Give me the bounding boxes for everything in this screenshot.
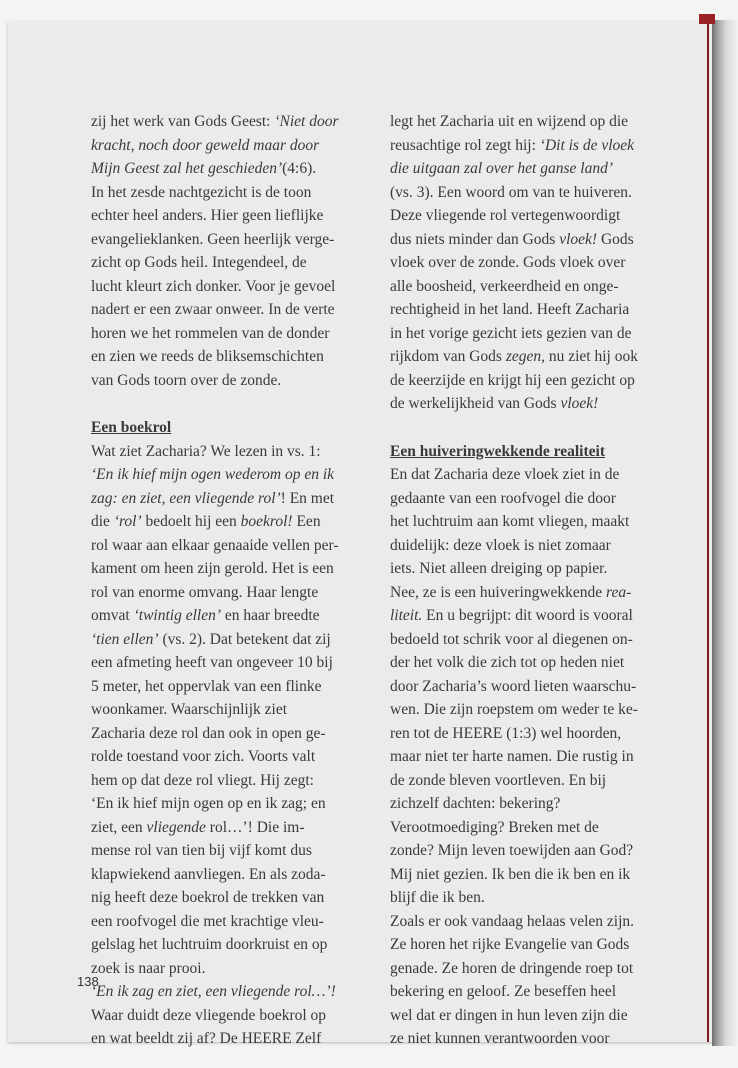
right-column bbox=[390, 110, 662, 1051]
text-line bbox=[390, 322, 662, 346]
text-run: En dat Zacharia deze vloek ziet in de bbox=[390, 466, 620, 483]
text-run: en zien we reeds de bliksemschichten bbox=[91, 348, 324, 365]
italic-text: boekrol! bbox=[240, 513, 293, 530]
text-run: Zacharia deze rol dan ook in open ge- bbox=[91, 724, 326, 742]
text-line bbox=[390, 769, 662, 793]
text-line bbox=[91, 651, 363, 675]
text-line bbox=[390, 698, 662, 722]
text-run: ‘En ik hief mijn ogen op en ik zag; en bbox=[91, 795, 326, 812]
text-line bbox=[390, 534, 662, 558]
text-line bbox=[91, 110, 363, 134]
text-line bbox=[91, 369, 363, 393]
text-line bbox=[91, 816, 363, 840]
text-line bbox=[390, 839, 662, 863]
text-run: ze niet kunnen verantwoorden voor bbox=[390, 1030, 610, 1047]
text-line bbox=[390, 933, 662, 957]
text-line bbox=[91, 322, 363, 346]
text-run: (vs. 2). Dat betekent dat zij bbox=[158, 630, 331, 648]
text-run: wen. Die zijn roepstem om weder te ke- bbox=[390, 701, 638, 718]
text-line bbox=[91, 510, 363, 534]
text-run: zonde? Mijn leven toewijden aan God? bbox=[390, 842, 634, 859]
text-line bbox=[390, 181, 662, 205]
text-line bbox=[390, 980, 662, 1004]
text-run: door Zacharia’s woord lieten waarschu- bbox=[390, 677, 637, 695]
text-run: rechtigheid in het land. Heeft Zacharia bbox=[390, 301, 630, 318]
text-line bbox=[390, 392, 662, 416]
text-run: zicht op Gods heil. Integendeel, de bbox=[91, 254, 307, 271]
text-line bbox=[390, 510, 662, 534]
text-line bbox=[91, 157, 363, 181]
italic-text: kracht, noch door geweld maar door bbox=[91, 136, 320, 154]
italic-text: ‘En ik zag en ziet, een vliegende rol…’! bbox=[91, 983, 336, 1000]
italic-text: vliegende bbox=[146, 818, 206, 836]
text-line bbox=[91, 463, 363, 487]
italic-text: rea- bbox=[606, 583, 632, 601]
italic-text: zag: en ziet, een vliegende rol’ bbox=[91, 489, 281, 507]
text-run: nu ziet hij ook bbox=[544, 348, 638, 365]
text-line bbox=[390, 557, 662, 581]
text-line bbox=[91, 581, 363, 605]
text-run: van Gods toorn over de zonde. bbox=[91, 371, 282, 389]
text-line bbox=[91, 722, 363, 746]
text-run: bekering en geloof. Ze beseffen heel bbox=[390, 983, 617, 1000]
text-run: bedoeld tot schrik voor al diegenen on- bbox=[390, 630, 633, 648]
italic-text: ‘twintig ellen’ bbox=[133, 607, 222, 624]
italic-text: ‘Niet door bbox=[274, 113, 339, 130]
text-run: de keerzijde en krijgt hij een gezicht op bbox=[390, 371, 635, 389]
text-run: horen we het rommelen van de donder bbox=[91, 324, 330, 342]
text-run: nig heeft deze boekrol de trekken van bbox=[91, 889, 325, 906]
text-line bbox=[390, 110, 662, 134]
text-line bbox=[91, 440, 363, 464]
text-run: echter heel anders. Hier geen lieflijke bbox=[91, 207, 324, 224]
text-line bbox=[390, 886, 662, 910]
text-run: woonkamer. Waarschijnlijk ziet bbox=[91, 701, 288, 718]
text-run: wel dat er dingen in hun leven zijn die bbox=[390, 1006, 628, 1024]
text-run: En u begrijpt: dit woord is vooral bbox=[422, 607, 633, 624]
paragraph-gap bbox=[91, 392, 363, 416]
text-line bbox=[91, 1027, 363, 1051]
text-run: zij het werk van Gods Geest: bbox=[91, 113, 275, 130]
text-run: Nee, ze is een huiveringwekkende bbox=[390, 583, 607, 601]
text-run: en haar breedte bbox=[221, 607, 320, 624]
text-run: hem op dat deze rol vliegt. Hij zegt: bbox=[91, 771, 314, 789]
text-run: kament om heen zijn gerold. Het is een bbox=[91, 560, 334, 577]
text-run: der het volk die zich tot op heden niet bbox=[390, 654, 625, 671]
text-line bbox=[91, 275, 363, 299]
text-run: duidelijk: deze vloek is niet zomaar bbox=[390, 536, 611, 554]
text-line bbox=[91, 698, 363, 722]
text-run: iets. Niet alleen dreiging op papier. bbox=[390, 560, 608, 577]
text-run: rol…’! Die im- bbox=[205, 818, 305, 836]
text-line bbox=[91, 980, 363, 1004]
text-run: Een bbox=[292, 513, 321, 530]
text-line bbox=[91, 769, 363, 793]
text-line bbox=[390, 816, 662, 840]
text-run: dus niets minder dan Gods bbox=[390, 230, 560, 248]
text-line bbox=[91, 251, 363, 275]
text-run: alle boosheid, verkeerdheid en onge- bbox=[390, 277, 619, 295]
italic-text: liteit. bbox=[390, 607, 423, 624]
bookmark-ribbon bbox=[699, 14, 715, 24]
spine-red-edge bbox=[707, 24, 709, 1042]
text-run: rijkdom van Gods bbox=[390, 348, 506, 365]
text-run: zichzelf dachten: bekering? bbox=[390, 795, 561, 812]
text-line bbox=[390, 745, 662, 769]
text-run: In het zesde nachtgezicht is de toon bbox=[91, 183, 312, 201]
text-run: ren tot de HEERE (1:3) wel hoorden, bbox=[390, 724, 622, 742]
text-line bbox=[91, 863, 363, 887]
left-column bbox=[91, 110, 363, 1051]
text-run: legt het Zacharia uit en wijzend op die bbox=[390, 113, 629, 130]
text-line bbox=[390, 863, 662, 887]
text-line bbox=[91, 228, 363, 252]
text-run: Waar duidt deze vliegende boekrol op bbox=[91, 1006, 327, 1024]
text-line bbox=[91, 604, 363, 628]
text-run: Verootmoediging? Breken met de bbox=[390, 818, 599, 836]
text-run: rol waar aan elkaar genaaide vellen per- bbox=[91, 536, 339, 554]
text-line bbox=[91, 487, 363, 511]
text-run: evangelieklanken. Geen heerlijk verge- bbox=[91, 230, 335, 248]
text-line bbox=[91, 957, 363, 981]
text-run: het luchtruim aan komt vliegen, maakt bbox=[390, 513, 630, 530]
text-line bbox=[390, 604, 662, 628]
italic-text: Mijn Geest zal het geschieden’ bbox=[91, 160, 283, 177]
text-run: Deze vliegende rol vertegenwoordigt bbox=[390, 207, 621, 224]
text-line bbox=[91, 1004, 363, 1028]
text-run: ! En met bbox=[280, 489, 335, 507]
text-run: bedoelt hij een bbox=[141, 513, 241, 530]
text-run: Mij niet gezien. Ik ben die ik ben en ik bbox=[390, 865, 631, 883]
text-run: (4:6). bbox=[282, 160, 317, 177]
text-line bbox=[91, 675, 363, 699]
italic-text: zegen, bbox=[505, 348, 545, 365]
text-line bbox=[390, 651, 662, 675]
text-run: maar niet ter harte namen. Die rustig in bbox=[390, 748, 634, 765]
text-line bbox=[390, 628, 662, 652]
text-line bbox=[91, 910, 363, 934]
text-line bbox=[91, 839, 363, 863]
text-run: en wat beeldt zij af? De HEERE Zelf bbox=[91, 1030, 322, 1047]
italic-text: vloek! bbox=[560, 395, 599, 412]
text-line bbox=[91, 204, 363, 228]
italic-text: ‘rol’ bbox=[113, 513, 142, 530]
section-heading: Een huiveringwekkende realiteit bbox=[390, 442, 605, 460]
italic-text: ‘tien ellen’ bbox=[91, 630, 159, 648]
text-line bbox=[390, 298, 662, 322]
text-run: de werkelijkheid van Gods bbox=[390, 395, 561, 412]
text-line bbox=[390, 228, 662, 252]
text-run: genade. Ze horen de dringende roep tot bbox=[390, 959, 634, 977]
text-run: Gods bbox=[597, 230, 634, 248]
text-line bbox=[91, 134, 363, 158]
section-heading: Een boekrol bbox=[91, 419, 172, 436]
text-run: reusachtige rol zegt hij: bbox=[390, 136, 540, 154]
text-run: Ze horen het rijke Evangelie van Gods bbox=[390, 936, 630, 953]
text-run: gelslag het luchtruim doorkruist en op bbox=[91, 936, 328, 953]
text-line bbox=[390, 957, 662, 981]
text-line bbox=[390, 157, 662, 181]
text-run: (vs. 3). Een woord om van te huiveren. bbox=[390, 183, 632, 201]
text-line bbox=[91, 628, 363, 652]
text-run: zoek is naar prooi. bbox=[91, 959, 206, 977]
text-run: de zonde bleven voortleven. En bij bbox=[390, 771, 607, 789]
text-run: nadert er een zwaar onweer. In de verte bbox=[91, 301, 335, 318]
text-line bbox=[390, 463, 662, 487]
text-run: rolde toestand voor zich. Voorts valt bbox=[91, 748, 316, 765]
text-line bbox=[390, 910, 662, 934]
text-line bbox=[390, 345, 662, 369]
text-line bbox=[390, 792, 662, 816]
text-run: Wat ziet Zacharia? We lezen in vs. 1: bbox=[91, 442, 321, 460]
book-spine bbox=[712, 20, 738, 1046]
text-line bbox=[91, 792, 363, 816]
text-run: die bbox=[91, 513, 114, 530]
text-line bbox=[91, 298, 363, 322]
text-run: in het vorige gezicht iets gezien van de bbox=[390, 324, 632, 342]
text-line bbox=[390, 487, 662, 511]
paragraph-gap bbox=[390, 416, 662, 440]
text-run: ziet, een bbox=[91, 818, 147, 836]
text-line bbox=[390, 1004, 662, 1028]
text-run: rol van enorme omvang. Haar lengte bbox=[91, 583, 319, 601]
text-line bbox=[91, 534, 363, 558]
text-line bbox=[91, 557, 363, 581]
text-run: lucht kleurt zich donker. Voor je gevoel bbox=[91, 277, 336, 295]
text-run: Zoals er ook vandaag helaas velen zijn. bbox=[390, 912, 635, 930]
text-line bbox=[390, 581, 662, 605]
text-run: 5 meter, het oppervlak van een flinke bbox=[91, 677, 322, 695]
page-number: 138 bbox=[77, 974, 99, 989]
text-line bbox=[390, 204, 662, 228]
text-line bbox=[91, 886, 363, 910]
text-line bbox=[390, 722, 662, 746]
text-run: vloek over de zonde. Gods vloek over bbox=[390, 254, 626, 271]
text-line bbox=[390, 675, 662, 699]
text-line bbox=[390, 134, 662, 158]
text-run: blijf die ik ben. bbox=[390, 889, 485, 906]
text-run: een roofvogel die met krachtige vleu- bbox=[91, 912, 324, 930]
text-line bbox=[390, 369, 662, 393]
text-run: een afmeting heeft van ongeveer 10 bij bbox=[91, 654, 333, 671]
italic-text: die uitgaan zal over het ganse land’ bbox=[390, 160, 613, 177]
text-run: klapwiekend aanvliegen. En als zoda- bbox=[91, 865, 326, 883]
italic-text: ‘Dit is de vloek bbox=[539, 136, 635, 154]
text-run: omvat bbox=[91, 607, 134, 624]
text-line bbox=[91, 181, 363, 205]
italic-text: ‘En ik hief mijn ogen wederom op en ik bbox=[91, 466, 335, 483]
text-line bbox=[91, 933, 363, 957]
text-line bbox=[91, 345, 363, 369]
text-line bbox=[390, 275, 662, 299]
text-line bbox=[91, 745, 363, 769]
text-run: mense rol van tien bij vijf komt dus bbox=[91, 842, 312, 859]
text-run: gedaante van een roofvogel die door bbox=[390, 489, 616, 507]
text-line bbox=[390, 1027, 662, 1051]
text-line bbox=[390, 251, 662, 275]
italic-text: vloek! bbox=[559, 230, 598, 248]
